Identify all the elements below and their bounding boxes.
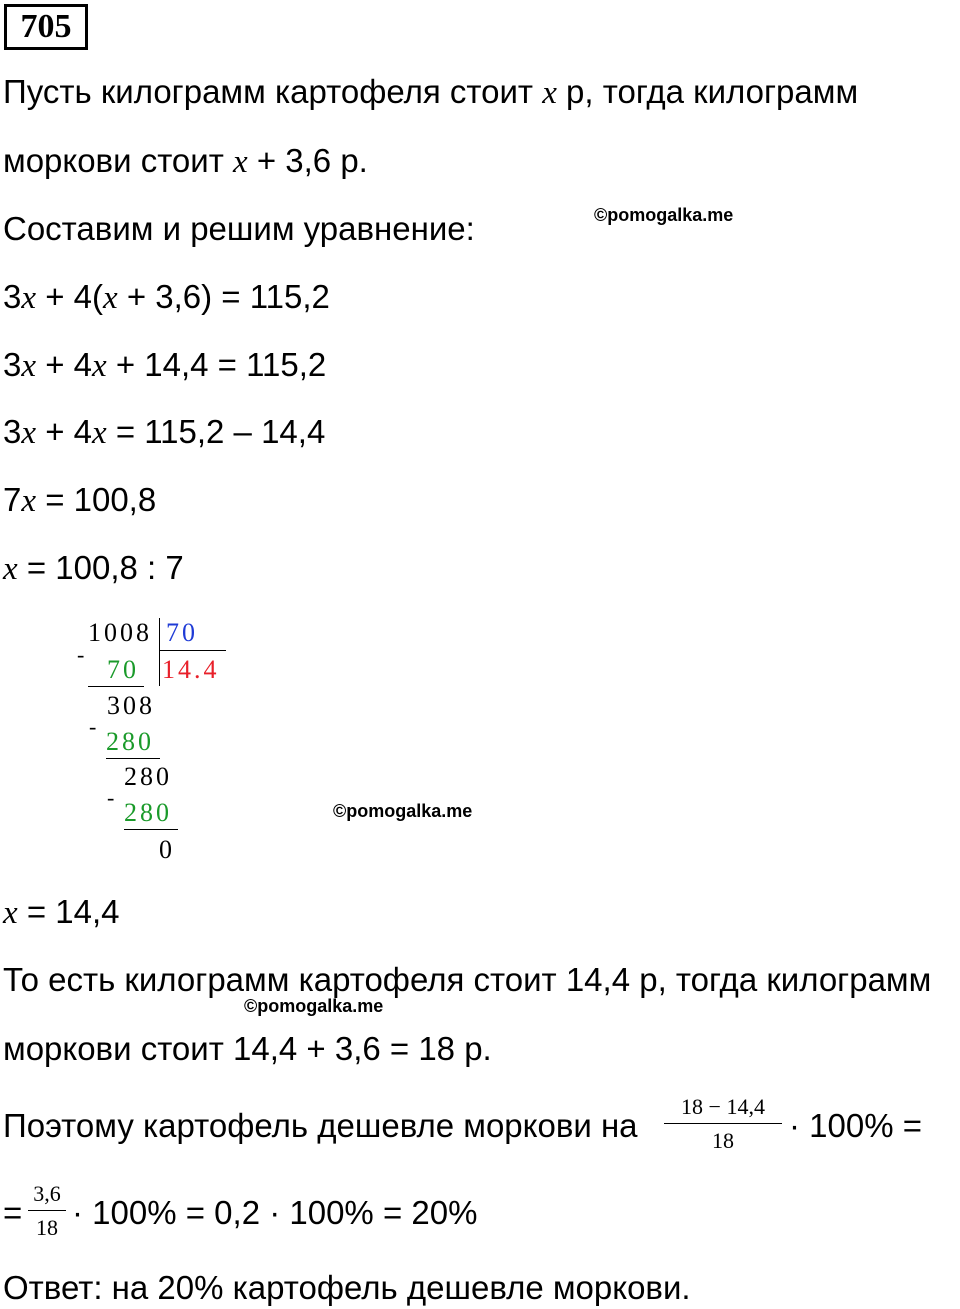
watermark: ©pomogalka.me [244, 996, 384, 1016]
percent-line-1-tail: · 100% = [789, 1107, 922, 1144]
percent-line-2-tail: · 100% = 0,2 · 100% = 20% [72, 1194, 478, 1231]
eq-part: + 3,6) = 115,2 [126, 278, 330, 315]
minus-sign: - [89, 714, 100, 739]
division-line-3 [124, 829, 178, 830]
fraction-1 [664, 1094, 782, 1154]
conclusion-line-1: То есть килограмм картофеля стоит 14,4 р, тогда килограмм [3, 961, 932, 998]
eq-part: = 100,8 : 7 [26, 549, 184, 586]
equation-1 [3, 277, 330, 318]
eq-part: + 4( [45, 278, 103, 315]
variable-x: x [102, 280, 118, 316]
variable-x: x [91, 415, 107, 451]
division-divisor: 70 [166, 618, 198, 647]
variable-x: x [233, 144, 248, 180]
intro-text-3: моркови стоит [3, 142, 224, 179]
division-divisor-underline [160, 650, 226, 651]
equation-3 [3, 412, 325, 453]
variable-x: x [91, 348, 107, 384]
division-remainder-1: 308 [107, 691, 155, 720]
watermark: ©pomogalka.me [333, 801, 473, 821]
fraction-1-denominator: 18 [712, 1128, 734, 1153]
intro-text-4: + 3,6 р. [256, 142, 368, 179]
problem-number: 705 [4, 4, 88, 50]
variable-x: x [21, 415, 37, 451]
variable-x: x [542, 75, 557, 111]
intro-text-2: р, тогда килограмм [566, 73, 859, 110]
division-remainder-2: 280 [124, 762, 172, 791]
division-subtrahend-2: 280 [106, 727, 154, 756]
watermark: ©pomogalka.me [594, 205, 734, 225]
intro-line-2 [3, 141, 368, 182]
equation-5 [3, 548, 184, 589]
variable-x: x [3, 895, 18, 931]
eq-part: + 14,4 = 115,2 [115, 346, 327, 383]
variable-x: x [21, 280, 37, 316]
minus-sign: - [107, 785, 118, 810]
compose-line: Составим и решим уравнение: [3, 210, 475, 247]
percent-line-1-text: Поэтому картофель дешевле моркови на [3, 1107, 638, 1144]
eq-part: 3 [3, 278, 22, 315]
division-line-2 [106, 758, 160, 759]
eq-part: = 115,2 – 14,4 [115, 413, 326, 450]
eq-part: + 4 [45, 413, 92, 450]
fraction-1-numerator: 18 − 14,4 [681, 1094, 765, 1119]
result-value: = 14,4 [26, 893, 120, 930]
fraction-2-denominator: 18 [36, 1215, 58, 1240]
variable-x: x [21, 483, 37, 519]
division-quotient: 14.4 [162, 655, 220, 684]
intro-line-1 [3, 72, 858, 113]
fraction-2-numerator: 3,6 [33, 1181, 61, 1206]
division-vertical-bar [159, 618, 160, 686]
answer-line: Ответ: на 20% картофель дешевле моркови. [3, 1269, 691, 1306]
division-dividend: 1008 [88, 618, 152, 647]
variable-x: x [3, 551, 18, 587]
division-line-1 [88, 686, 144, 687]
eq-part: 3 [3, 346, 22, 383]
division-subtrahend-3: 280 [124, 798, 172, 827]
intro-text-1: Пусть килограмм картофеля стоит [3, 73, 534, 110]
fraction-1-bar [664, 1123, 782, 1124]
eq-part: = 100,8 [45, 481, 157, 518]
eq-part: 3 [3, 413, 22, 450]
division-subtrahend-1: 70 [107, 655, 139, 684]
eq-part: + 4 [45, 346, 92, 383]
result-line [3, 892, 120, 933]
eq-part: 7 [3, 481, 22, 518]
conclusion-line-2: моркови стоит 14,4 + 3,6 = 18 р. [3, 1030, 492, 1067]
variable-x: x [21, 348, 37, 384]
fraction-2-bar [28, 1210, 66, 1211]
fraction-2 [28, 1181, 66, 1241]
equation-4 [3, 480, 156, 521]
division-result: 0 [159, 835, 175, 864]
equation-2 [3, 345, 326, 386]
minus-sign: - [77, 642, 88, 667]
percent-line-2-head: = [3, 1194, 23, 1231]
